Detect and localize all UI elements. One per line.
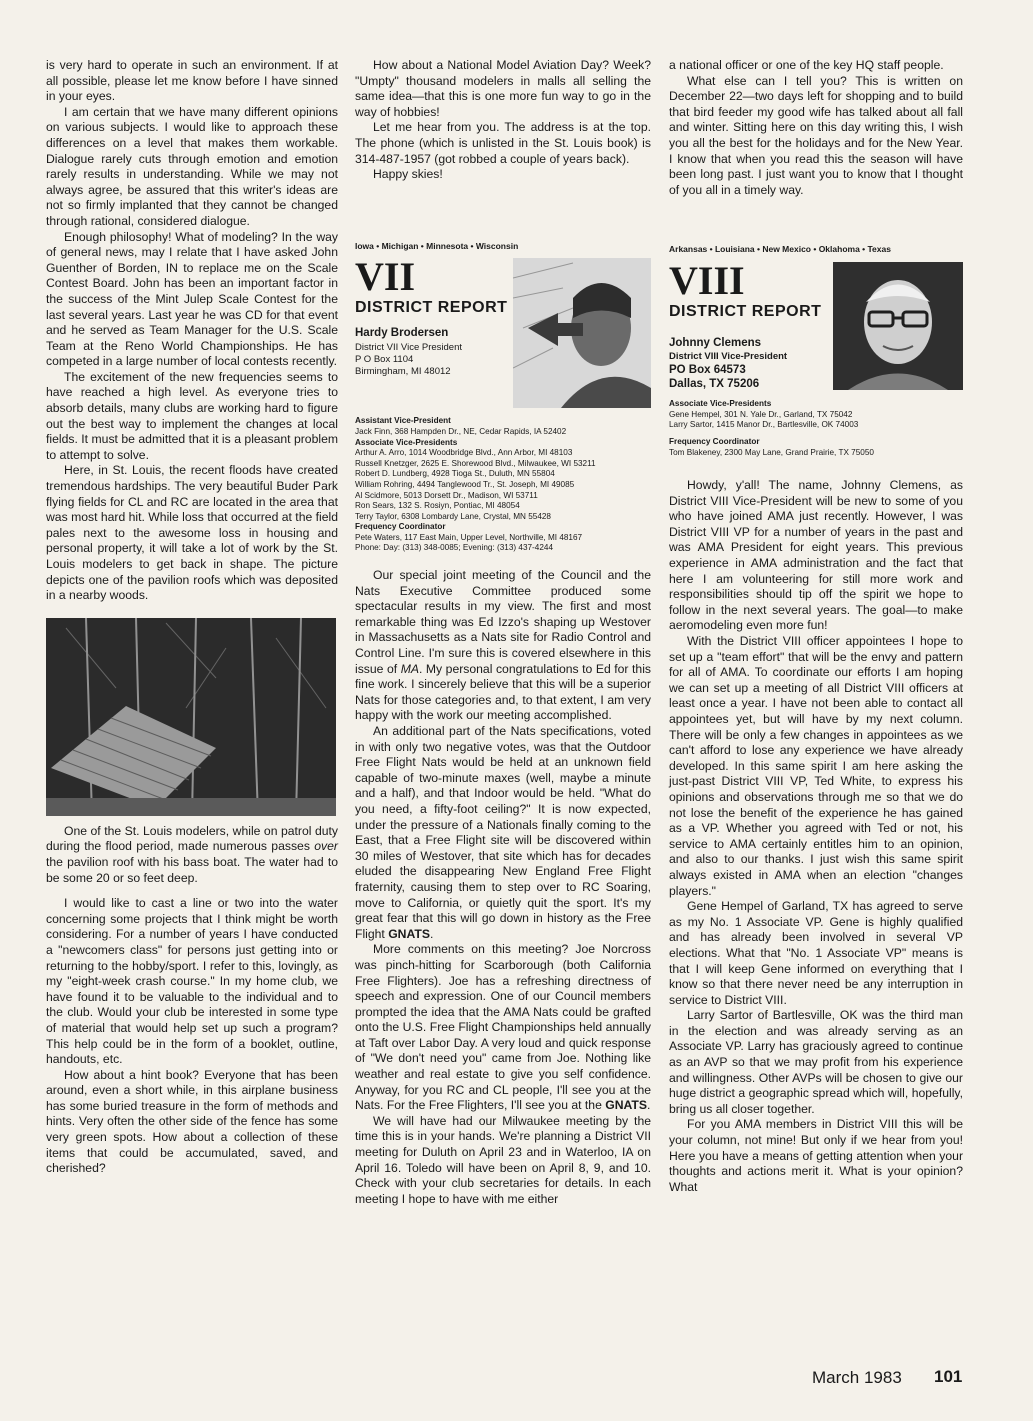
paragraph: Enough philosophy! What of modeling? In the way of general news, may I relate that I have asked John Guenther of Borden, IN to replace me on the Scale Contest Board. John has been an important factor in the success of the Mint Julep Scale Contest for the last several years. Last year he was CD for that event and he served as Team Manager for the U.S. Scale Team at the Reno World Championships. He has competed in a large number of local contests recently. bbox=[46, 229, 338, 369]
district-report-title: DISTRICT REPORT bbox=[355, 299, 508, 317]
paragraph: I am certain that we have many different opinions on various subjects. I would like to approach these differences on a level that makes them workable. Dialogue rarely cuts through emotion and emotion rarely results in understanding. While we may not always agree, be assured that this writer's ideas are not so firmly implanted that they cannot be changed through rational, considered dialogue. bbox=[46, 104, 338, 228]
district-numeral: VII bbox=[355, 254, 416, 300]
district-states: Iowa • Michigan • Minnesota • Wisconsin bbox=[355, 240, 519, 251]
paragraph: Here, in St. Louis, the recent floods have created tremendous hardships. The very beautiful Buder Park flying fields for CL and RC are located in the area that was most hard hit. While loss that occurred at the field pales next to the awesome loss in housing and personal property, it will take a lot of work by the St. Louis modelers to get back in shape. The picture depicts one of the pavilion roofs which was deposited in a nearby woods. bbox=[46, 463, 338, 603]
paragraph: Howdy, y'all! The name, Johnny Clemens, as District VIII Vice-President will be new to some of you who have joined AMA just recently. However, I was District VIII VP for a number of years in the past and was AMA President for eight years. This previous experience in AMA administration and the fact that here I am volunteering for still more work and responsibilities should tip off the spirit we hope to follow in the next several years. The goal—to make aeromodeling even more fun! bbox=[669, 478, 963, 633]
vp-address: PO Box 64573 bbox=[669, 364, 746, 377]
column-1 bbox=[46, 58, 338, 1177]
district-states: Arkansas • Louisiana • New Mexico • Oklahoma • Texas bbox=[669, 244, 891, 255]
district-vii-header bbox=[355, 239, 651, 554]
paragraph: I would like to cast a line or two into the water concerning some projects that I think might be worth considering. For a number of years I have conducted a "newcomers class" for persons just getting into or returning to the hobby/sport. I refer to this, lovingly, as my "eight-week crash course." In my home club, we have found it to be valuable to the individual and to the club. Would your club be interested in some type of material that would help set up such a program? This help could be in the form of a booklet, outline, handouts, etc. bbox=[46, 896, 338, 1067]
column-2 bbox=[355, 58, 651, 1207]
paragraph: How about a hint book? Everyone that has been around, even a short while, in this airplane business has some buried treasure in the form of methods and hints. Very often the other side of the fence has some very green spots. How about a collection of these items that could be accumulated, saved, and cherished? bbox=[46, 1067, 338, 1176]
vp-address: Dallas, TX 75206 bbox=[669, 378, 760, 391]
issue-date: March 1983 bbox=[812, 1368, 902, 1387]
paragraph: How about a National Model Aviation Day? Week? "Umpty" thousand modelers in malls all selling the same idea—that this is one more fun way to go in the way of hobbies! bbox=[355, 58, 651, 119]
vp-portrait bbox=[513, 258, 651, 408]
paragraph: Let me hear from you. The address is at the top. The phone (which is unlisted in the St. Louis book) is 314-487-1957 (got robbed a couple of years back). bbox=[355, 120, 651, 166]
district-report-title: DISTRICT REPORT bbox=[669, 302, 822, 320]
paragraph: is very hard to operate in such an environment. If at all possible, please let me know before I have sinned in your eyes. bbox=[46, 58, 338, 104]
vp-address: P O Box 1104 bbox=[355, 353, 414, 365]
district-viii-header bbox=[669, 242, 963, 458]
photo-caption: One of the St. Louis modelers, while on patrol duty during the flood period, made numerous passes over the pavilion roof with his bass boat. The water had to be some 20 or so feet deep. bbox=[46, 823, 338, 885]
vp-portrait bbox=[833, 262, 963, 390]
flood-roof-photo bbox=[46, 618, 336, 816]
paragraph: More comments on this meeting? Joe Norcross was pinch-hitting for Scarborough (both California Free Flighters). Joe has a refreshing directness of speech and expression. One of our Council members prompted the idea that the AMA Nats could be grafted onto the U.S. Free Flight Championships held annually at Taft over Labor Day. A very loud and quick response of "We don't need you" came from Joe. Nothing like weather and real estate to give you self confidence. Anyway, for you RC and CL people, I'll see you at the Nats. For the Free Flighters, I'll see you at the GNATS. bbox=[355, 942, 651, 1113]
district-roster: Assistant Vice-President Jack Finn, 368 Hampden Dr., NE, Cedar Rapids, IA 52402 Associate Vice-Presidents Arthur A. Arro, 1014 Woodbridge Blvd., Ann Arbor, MI 48103 Russell Knetzger, 2625 E. Shorewood Blvd., Milwaukee, WI 53211 Robert D. Lundberg, 4928 Tioga St., Duluth, MN 55804 William Rohring, 4494 Tanglewood Tr., St. Joseph, MI 49085 Al Scidmore, 5013 Dorsett Dr., Madison, WI 53711 Ron Sears, 132 S. Rosiyn, Pontiac, MI 48054 Terry Taylor, 6308 Lombardy Lane, Crystal, MN 55428 Frequency Coordinator Pete Waters, 117 East Main, Upper Level, Northville, MI 48167 Phone: Day: (313) 348-0085; Evening: (313) 437-4244 bbox=[355, 416, 596, 553]
paragraph: Happy skies! bbox=[373, 167, 443, 182]
column-3 bbox=[669, 58, 963, 1195]
paragraph: The excitement of the new frequencies seems to have reached a high level. As everyone tries to absorb details, many clubs are working hard to figure out the best way to implement the changes at local fields. It must be admitted that it is a pleasant problem to attempt to solve. bbox=[46, 369, 338, 462]
vp-address: Birmingham, MI 48012 bbox=[355, 365, 451, 377]
vp-name: Hardy Brodersen bbox=[355, 326, 449, 339]
paragraph: With the District VIII officer appointees I hope to set up a "team effort" that will be the envy and pattern for all of AMA. To coordinate our efforts I am hoping we can set up a meeting of all District VIII officers at least once a year. I have not been able to contact all appointees yet, but will have by my next column. There will be only a few changes in appointees as we can't afford to lose any experience we have already developed. In this same spirit I am here asking the just-past District VIII VP, Ted White, to express his opinions and observations through me so that we do not lose the benefit of the experience he has gained as a VP. Whether you agreed with Ted or not, his service to AMA certainly entitles him to an opinion, and also to our thanks. I just wish this same spirit always existed in AMA when an election "changes players." bbox=[669, 634, 963, 898]
vp-role: District VIII Vice-President bbox=[669, 351, 788, 363]
paragraph: For you AMA members in District VIII this will be your column, not mine! But only if we hear from you! Here you have a means of getting attention when your thoughts and actions merit it. What is your opinion? What bbox=[669, 1117, 963, 1194]
paragraph: An additional part of the Nats specifications, voted in with only two negative votes, was that the Outdoor Free Flight Nats would be held at an unknown field capable of two-minute maxes (well, maybe a minute and a half), and that Indoor would be held. "What do you need, a fifty-foot ceiling?" It is now expected, under the pressure of a Nationals finally coming to the East, that a Free Flight site will be discovered within 30 miles of Westover, that site which has for decades eluded the disappearing New England Free Flight fraternity, causing them to step over to RC Soaring, move to California, or quietly quit the sport. It's my great fear that this will go down in history as the Free Flight GNATS. bbox=[355, 724, 651, 941]
vp-name: Johnny Clemens bbox=[669, 336, 762, 349]
paragraph: We will have had our Milwaukee meeting by the time this is in your hands. We're planning a District VII meeting for Duluth on April 23 and in Waterloo, IA on April 16. Toledo will have been on April 8, 9, and 10. Check with your club secretaries for details. In each meeting I hope to have with me either bbox=[355, 1113, 651, 1206]
paragraph: Our special joint meeting of the Council and the Nats Executive Committee produced some spectacular results in my view. The first and most remarkable thing was Ed Izzo's shaping up Westover in Massachusetts as a Nats site for Radio Control and Control Line. I'm sure this is covered elsewhere in this issue of MA. My personal congratulations to Ed for this fine work. I sincerely believe that this will be a superior Nats for those categories and, to that extent, I am very happy with the work our meeting accomplished. bbox=[355, 568, 651, 723]
district-roster: Associate Vice-Presidents Gene Hempel, 301 N. Yale Dr., Garland, TX 75042 Larry Sartor, 1415 Manor Dr., Bartlesville, OK 74003 Frequency Coordinator Tom Blakeney, 2300 May Lane, Grand Prairie, TX 75050 bbox=[669, 399, 874, 457]
paragraph: Larry Sartor of Bartlesville, OK was the third man in the election and was already serving as an Associate VP. Larry has graciously agreed to continue as an AVP so that we may profit from his experience and willingness. Other AVPs will be chosen to give our huge district a geographic spread which will, hopefully, bring us all closer together. bbox=[669, 1008, 963, 1116]
paragraph: Gene Hempel of Garland, TX has agreed to serve as my No. 1 Associate VP. Gene is highly qualified and has already been involved in several VP elections. What that "No. 1 Associate VP" means is that I will keep Gene informed on everything that I know so that there never need be any interruption in service to District VIII. bbox=[669, 899, 963, 1007]
vp-role: District VII Vice President bbox=[355, 341, 463, 353]
district-numeral: VIII bbox=[669, 257, 745, 303]
page-number: 101 bbox=[934, 1367, 963, 1386]
paragraph: What else can I tell you? This is written on December 22—two days left for shopping and to build that bird feeder my good wife has talked about all fall and winter. Sitting here on this day writing this, I wish you all the best for the holidays and for the New Year. I know that when you read this the season will have been long past. I just want you to know that I thought of you all in a timely way. bbox=[669, 73, 963, 197]
paragraph: a national officer or one of the key HQ staff people. bbox=[669, 58, 944, 72]
